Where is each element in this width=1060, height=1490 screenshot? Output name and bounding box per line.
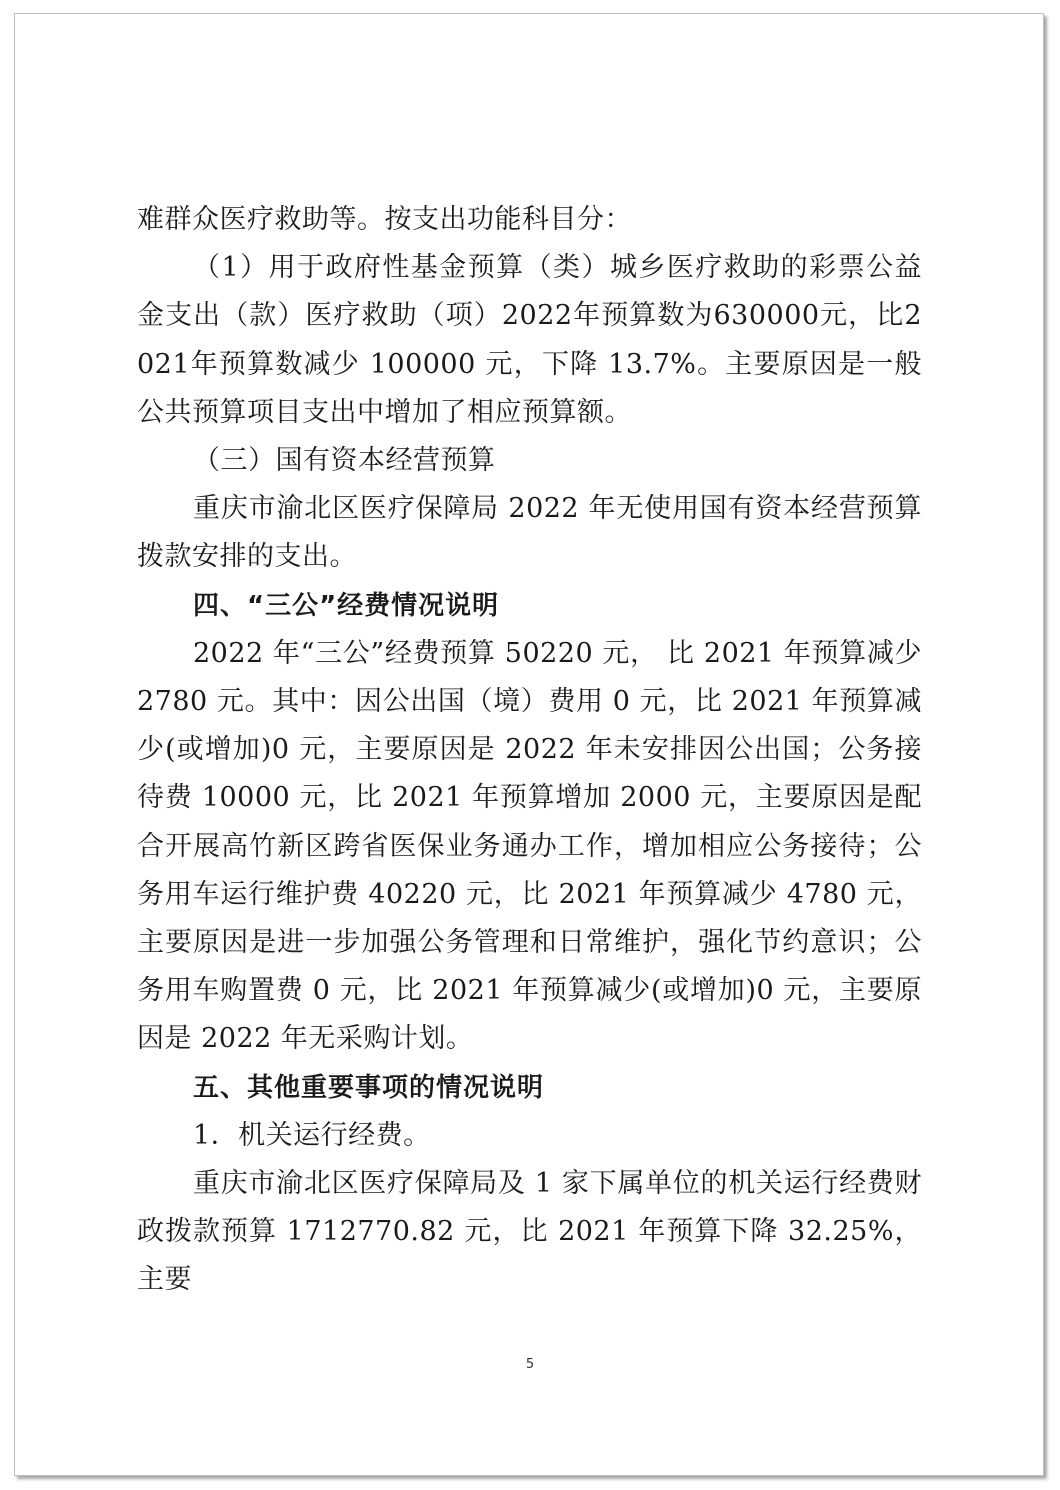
page-number: 5 (525, 1357, 535, 1372)
document-body (137, 196, 922, 1305)
paragraph-medical-aid-intro: 难群众医疗救助等。按支出功能科目分： (137, 204, 632, 235)
paragraph-three-public-expenses: 2022 年“三公”经费预算 50220 元， 比 2021 年预算减少 2780 元。其中：因公出国（境）费用 0 元，比 2021 年预算减少(或增加)0 元，主要原因是 2022 年未安排因公出国；公务接待费 10000 元，比 2021 年预算增加 2000 元，主要原因是配合开展高竹新区跨省医保业务通办工作，增加相应公务接待；公务用车运行维护费 40220 元，比 2021 年预算减少 4780 元，主要原因是进一步加强公务管理和日常维护，强化节约意识；公务用车购置费 0 元，比 2021 年预算减少(或增加)0 元，主要原因是 2022 年无采购计划。 (137, 637, 922, 1055)
paragraph-state-capital: 重庆市渝北区医疗保障局 2022 年无使用国有资本经营预算拨款安排的支出。 (137, 493, 922, 573)
subheading-operating-expenses: 1．机关运行经费。 (193, 1119, 431, 1151)
heading-other-matters: 五、其他重要事项的情况说明 (193, 1072, 545, 1103)
paragraph-lottery-fund: （1）用于政府性基金预算（类）城乡医疗救助的彩票公益金支出（款）医疗救助（项）2022年预算数为630000元，比2021年预算数减少 100000 元，下降 13.7%。主要原因是一般公共预算项目支出中增加了相应预算额。 (137, 252, 922, 428)
heading-three-public-expenses: 四、“三公”经费情况说明 (193, 590, 500, 621)
paragraph-operating-expenses: 重庆市渝北区医疗保障局及 1 家下属单位的机关运行经费财政拨款预算 1712770.82 元，比 2021 年预算下降 32.25%，主要 (137, 1168, 922, 1296)
subheading-state-capital: （三）国有资本经营预算 (193, 445, 496, 477)
